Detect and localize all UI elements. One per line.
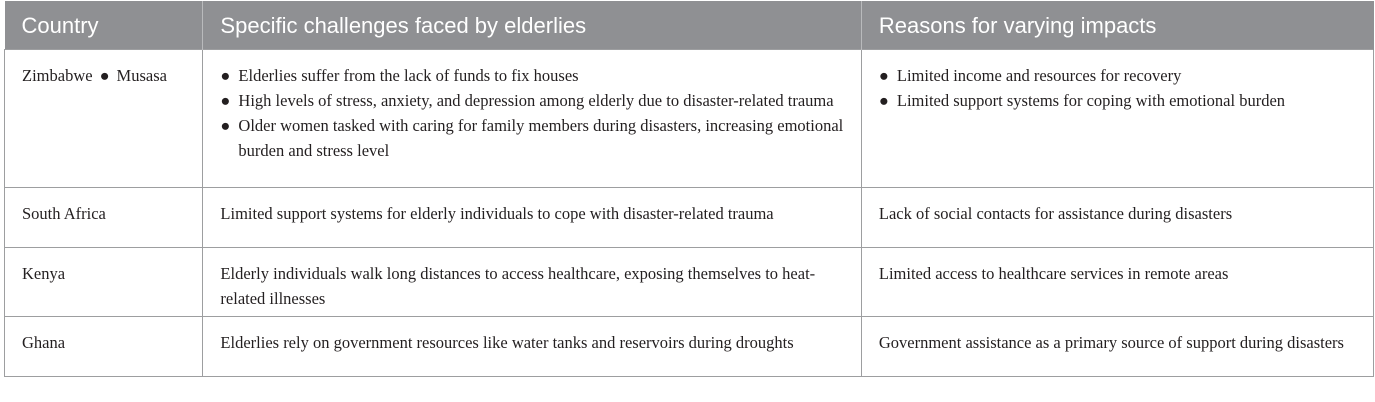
challenges-cell: Limited support systems for elderly individuals to cope with disaster-related trauma: [203, 188, 861, 248]
table-row: [5, 188, 1374, 248]
table-row: [5, 50, 1374, 188]
challenges-list: [220, 63, 848, 163]
list-item: [879, 88, 1361, 113]
list-item-text: Limited income and resources for recovery: [896, 66, 1182, 85]
list-item-text: Elderlies suffer from the lack of funds to fix houses: [238, 66, 579, 85]
header-row: [5, 2, 1374, 50]
list-item: [879, 63, 1361, 88]
list-item-text: High levels of stress, anxiety, and depression among elderly due to disaster-related trauma: [238, 91, 834, 110]
reasons-cell: Lack of social contacts for assistance during disasters: [861, 188, 1373, 248]
country-name: Zimbabwe: [22, 66, 93, 85]
elderly-challenges-table: [4, 1, 1374, 377]
country-subregion: Musasa: [116, 66, 167, 85]
table-row: [5, 317, 1374, 377]
reasons-cell: Limited access to healthcare services in remote areas: [861, 248, 1373, 317]
country-cell: [5, 50, 203, 188]
bullet-icon: ●: [878, 66, 889, 85]
challenges-cell: Elderlies rely on government resources like water tanks and reservoirs during droughts: [203, 317, 861, 377]
reasons-cell: Government assistance as a primary source of support during disasters: [861, 317, 1373, 377]
list-item: [220, 88, 848, 113]
list-item: [220, 113, 848, 163]
list-item-text: Limited support systems for coping with emotional burden: [896, 91, 1286, 110]
reasons-list: [879, 63, 1361, 113]
challenges-cell: [203, 50, 861, 188]
country-cell: Ghana: [5, 317, 203, 377]
table-header: [5, 2, 1374, 50]
bullet-icon: ●: [99, 66, 110, 85]
country-cell: South Africa: [5, 188, 203, 248]
challenges-cell: Elderly individuals walk long distances to access healthcare, exposing themselves to heat-related illnesses: [203, 248, 861, 317]
bullet-icon: ●: [220, 91, 231, 110]
bullet-icon: ●: [220, 116, 231, 135]
header-country: Country: [5, 2, 203, 50]
table-body: [5, 50, 1374, 377]
header-reasons: Reasons for varying impacts: [861, 2, 1373, 50]
country-cell: Kenya: [5, 248, 203, 317]
table-row: [5, 248, 1374, 317]
list-item-text: Older women tasked with caring for family members during disasters, increasing emotional burden and stress level: [238, 116, 844, 160]
reasons-cell: [861, 50, 1373, 188]
bullet-icon: ●: [878, 91, 889, 110]
bullet-icon: ●: [220, 66, 231, 85]
list-item: [220, 63, 848, 88]
header-challenges: Specific challenges faced by elderlies: [203, 2, 861, 50]
